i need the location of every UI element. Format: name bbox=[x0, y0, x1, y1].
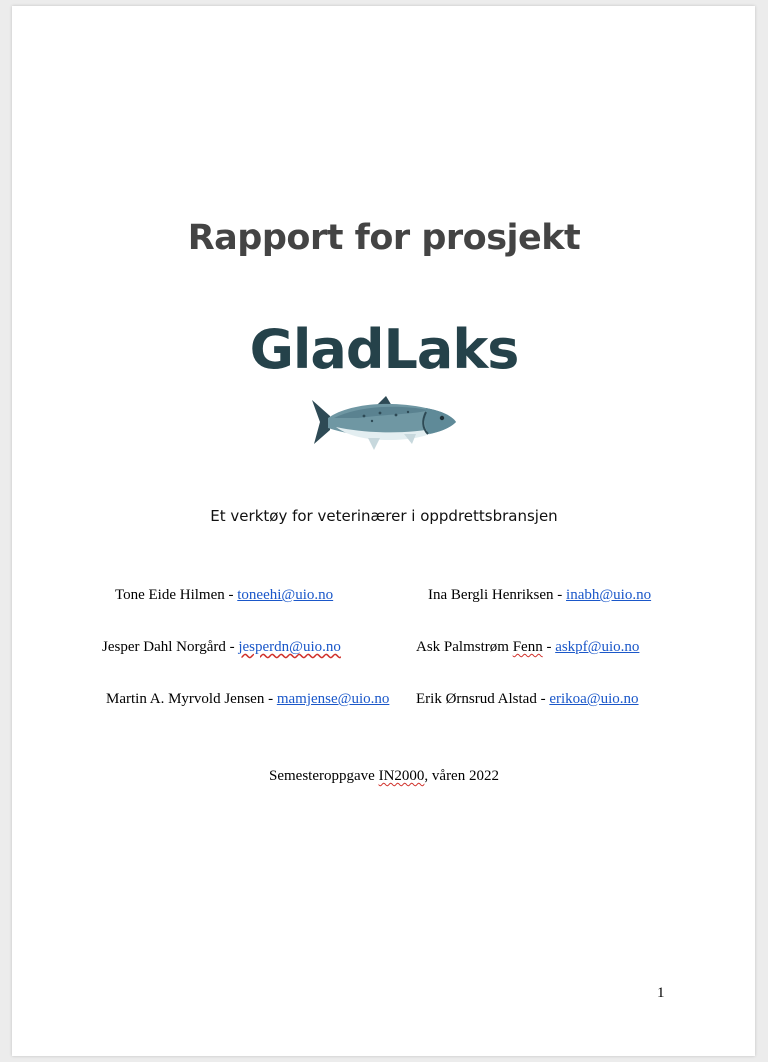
salmon-fish-icon bbox=[308, 394, 458, 456]
author-separator: - bbox=[264, 691, 277, 707]
author-email-link[interactable]: askpf@uio.no bbox=[555, 639, 640, 655]
author-name: Jesper Dahl Norgård bbox=[102, 639, 226, 655]
author-entry bbox=[115, 587, 333, 604]
author-separator: - bbox=[536, 691, 550, 707]
author-name-flagged: Fenn bbox=[512, 639, 543, 655]
author-separator: - bbox=[553, 587, 567, 603]
author-email-link[interactable]: jesperdn@uio.no bbox=[238, 639, 341, 655]
course-prefix: Semesteroppgave bbox=[269, 768, 379, 784]
logo-wordmark: GladLaks bbox=[249, 318, 519, 381]
document-page bbox=[12, 6, 755, 1056]
author-name: Erik Ørnsrud Alstad bbox=[416, 691, 537, 707]
page-number: 1 bbox=[657, 985, 665, 1001]
author-name: Tone Eide Hilmen bbox=[115, 587, 225, 603]
author-entry bbox=[416, 691, 639, 708]
course-suffix: , våren 2022 bbox=[424, 768, 499, 784]
author-email-link[interactable]: inabh@uio.no bbox=[566, 587, 652, 603]
author-entry bbox=[428, 587, 651, 604]
author-entry bbox=[106, 691, 389, 708]
author-separator: - bbox=[225, 639, 239, 655]
document-subtitle: Et verktøy for veterinærer i oppdrettsbransjen bbox=[210, 507, 558, 525]
author-name: Ask Palmstrøm bbox=[416, 639, 513, 655]
course-line bbox=[0, 768, 768, 785]
author-separator: - bbox=[224, 587, 238, 603]
author-email-link[interactable]: erikoa@uio.no bbox=[549, 691, 639, 707]
author-name: Ina Bergli Henriksen bbox=[428, 587, 554, 603]
author-email-link[interactable]: mamjense@uio.no bbox=[276, 691, 390, 707]
document-title: Rapport for prosjekt bbox=[187, 218, 581, 258]
author-entry bbox=[416, 639, 639, 656]
author-email-link[interactable]: toneehi@uio.no bbox=[237, 587, 334, 603]
course-code: IN2000 bbox=[378, 768, 425, 784]
author-separator: - bbox=[542, 639, 556, 655]
author-entry bbox=[102, 639, 341, 656]
author-name: Martin A. Myrvold Jensen bbox=[106, 691, 265, 707]
